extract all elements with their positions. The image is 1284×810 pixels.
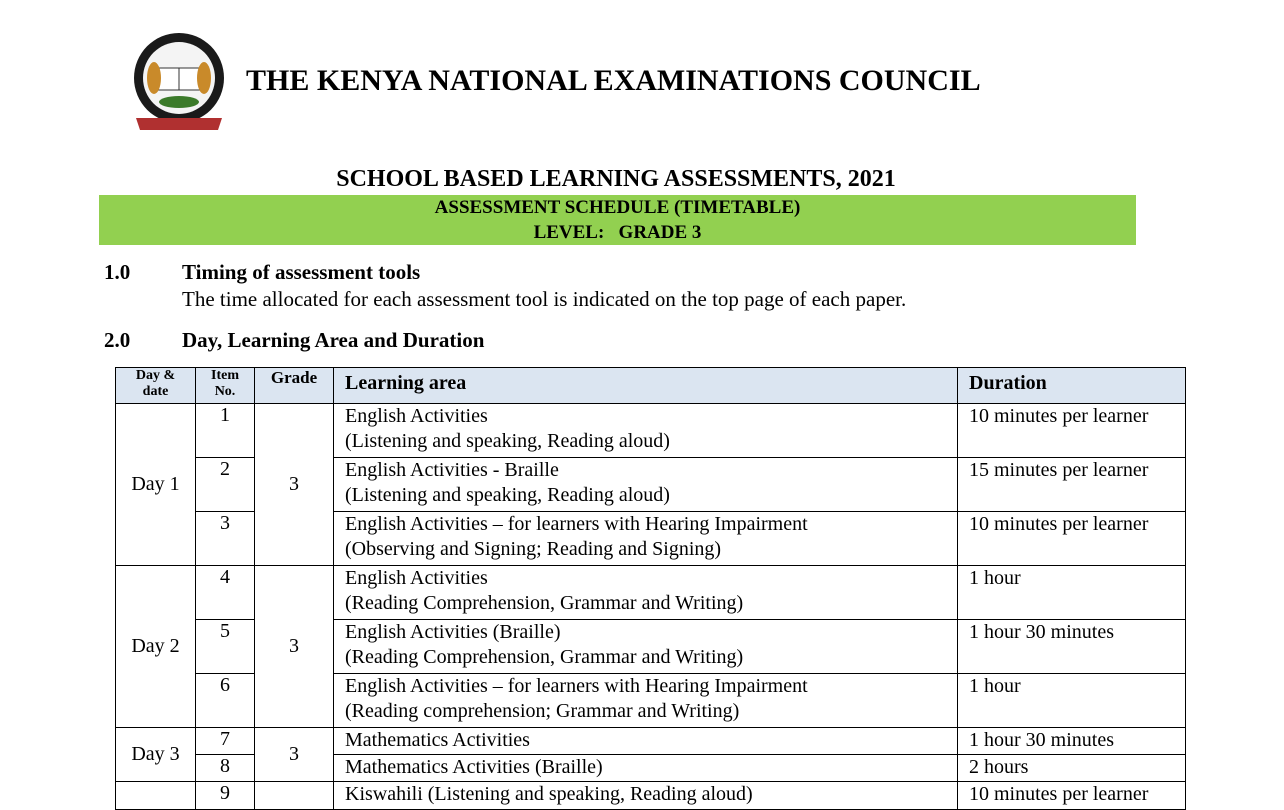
table-row: [116, 782, 1186, 810]
section-2-number: 2.0: [104, 328, 131, 352]
document-title: SCHOOL BASED LEARNING ASSESSMENTS, 2021: [336, 166, 896, 192]
duration-cell: 2 hours: [958, 755, 1186, 782]
learning-area-cell: English Activities (Listening and speaking, Reading aloud): [334, 404, 958, 458]
header-day-date: Day & date: [116, 368, 196, 404]
grade-cell: 3: [255, 404, 334, 566]
banner-line-2: LEVEL: GRADE 3: [533, 222, 702, 243]
duration-cell: 10 minutes per learner: [958, 404, 1186, 458]
day-cell: Day 3: [116, 728, 196, 782]
duration-cell: 10 minutes per learner: [958, 782, 1186, 810]
section-2-heading: Day, Learning Area and Duration: [182, 328, 485, 352]
learning-area-cell: English Activities - Braille (Listening and speaking, Reading aloud): [334, 458, 958, 512]
item-cell: 7: [196, 728, 255, 755]
banner-line-1: ASSESSMENT SCHEDULE (TIMETABLE): [434, 197, 801, 218]
header-item-no: Item No.: [196, 368, 255, 404]
day-cell: Day 1: [116, 404, 196, 566]
header-duration: Duration: [958, 368, 1186, 404]
header-grade: Grade: [255, 368, 334, 404]
grade-cell: 3: [255, 728, 334, 782]
day-cell: [116, 782, 196, 810]
duration-cell: 1 hour 30 minutes: [958, 728, 1186, 755]
item-cell: 2: [196, 458, 255, 512]
section-1-number: 1.0: [104, 260, 131, 284]
section-1-heading: Timing of assessment tools: [182, 260, 421, 284]
learning-area-cell: English Activities (Reading Comprehension, Grammar and Writing): [334, 566, 958, 620]
item-cell: 5: [196, 620, 255, 674]
learning-area-cell: Kiswahili (Listening and speaking, Reading aloud): [334, 782, 958, 810]
header-learning-area: Learning area: [334, 368, 958, 404]
knec-logo: [128, 30, 230, 138]
learning-area-cell: English Activities (Braille) (Reading Comprehension, Grammar and Writing): [334, 620, 958, 674]
duration-cell: 10 minutes per learner: [958, 512, 1186, 566]
item-cell: 3: [196, 512, 255, 566]
section-1-body: The time allocated for each assessment tool is indicated on the top page of each paper.: [182, 287, 907, 311]
duration-cell: 15 minutes per learner: [958, 458, 1186, 512]
learning-area-cell: Mathematics Activities: [334, 728, 958, 755]
duration-cell: 1 hour 30 minutes: [958, 620, 1186, 674]
duration-cell: 1 hour: [958, 566, 1186, 620]
table-row: [116, 404, 1186, 458]
grade-cell: 3: [255, 566, 334, 728]
item-cell: 6: [196, 674, 255, 728]
schedule-banner: [99, 195, 1136, 245]
table-row: [116, 566, 1186, 620]
item-cell: 1: [196, 404, 255, 458]
learning-area-cell: English Activities – for learners with Hearing Impairment (Reading comprehension; Grammar and Writing): [334, 674, 958, 728]
organization-name: THE KENYA NATIONAL EXAMINATIONS COUNCIL: [246, 64, 981, 97]
table-row: [116, 728, 1186, 755]
duration-cell: 1 hour: [958, 674, 1186, 728]
learning-area-cell: English Activities – for learners with Hearing Impairment (Observing and Signing; Reading and Signing): [334, 512, 958, 566]
item-cell: 9: [196, 782, 255, 810]
item-cell: 8: [196, 755, 255, 782]
table-header-row: [116, 368, 1186, 404]
learning-area-cell: Mathematics Activities (Braille): [334, 755, 958, 782]
day-cell: Day 2: [116, 566, 196, 728]
grade-cell: [255, 782, 334, 810]
item-cell: 4: [196, 566, 255, 620]
schedule-table: [115, 367, 1186, 810]
